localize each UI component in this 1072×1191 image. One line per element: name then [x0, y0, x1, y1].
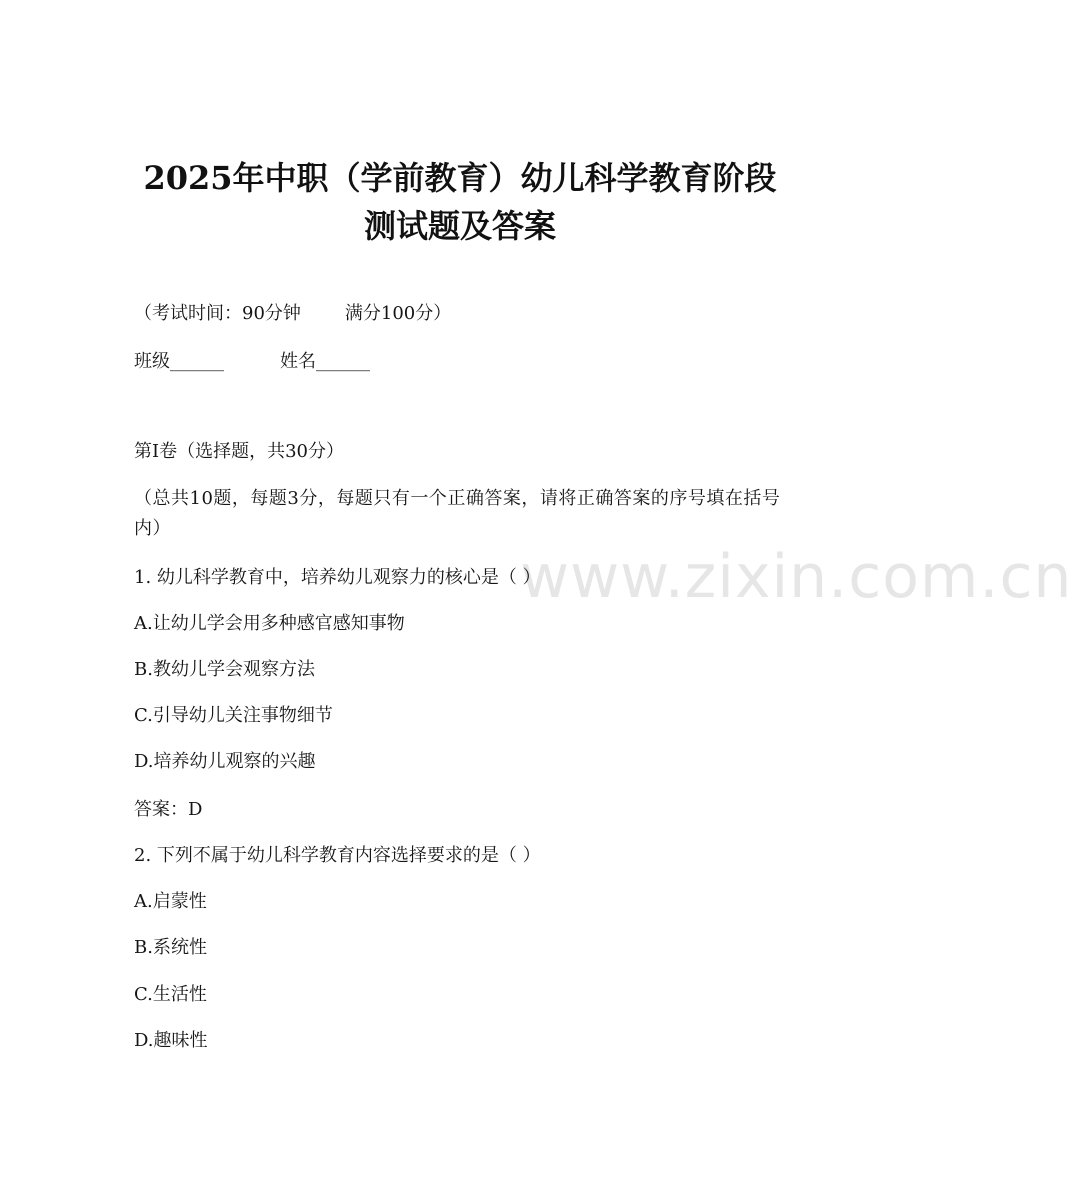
watermark: www.zixin.com.cn [520, 542, 1072, 612]
question-1-answer: 答案：D [134, 799, 203, 820]
exam-time: （考试时间：90分钟 [134, 303, 301, 324]
question-2-stem: 2. 下列不属于幼儿科学教育内容选择要求的是（ ） [134, 845, 541, 866]
document-title-line-1: 2025年中职（学前教育）幼儿科学教育阶段 [143, 159, 777, 197]
question-1-stem: 1. 幼儿科学教育中，培养幼儿观察力的核心是（ ） [134, 567, 541, 588]
exam-info [134, 302, 451, 326]
section-title: 第I卷（选择题，共30分） [134, 441, 345, 462]
question-2-option-c: C.生活性 [134, 984, 207, 1005]
document-title-line-2: 测试题及答案 [363, 207, 556, 245]
question-2-option-b: B.系统性 [134, 937, 207, 958]
name-field: 姓名______ [280, 351, 370, 372]
question-1-option-d: D.培养幼儿观察的兴趣 [134, 751, 316, 772]
question-1-option-b: B.教幼儿学会观察方法 [134, 659, 315, 680]
class-field: 班级______ [134, 351, 224, 372]
instructions: （总共10题，每题3分，每题只有一个正确答案，请将正确答案的序号填在括号内） [134, 488, 781, 539]
question-1-option-c: C.引导幼儿关注事物细节 [134, 705, 333, 726]
full-score: 满分100分） [344, 303, 452, 324]
question-1-option-a: A.让幼儿学会用多种感官感知事物 [134, 613, 405, 634]
student-info [134, 350, 370, 374]
question-2-option-a: A.启蒙性 [134, 891, 207, 912]
question-2-option-d: D.趣味性 [134, 1030, 208, 1051]
